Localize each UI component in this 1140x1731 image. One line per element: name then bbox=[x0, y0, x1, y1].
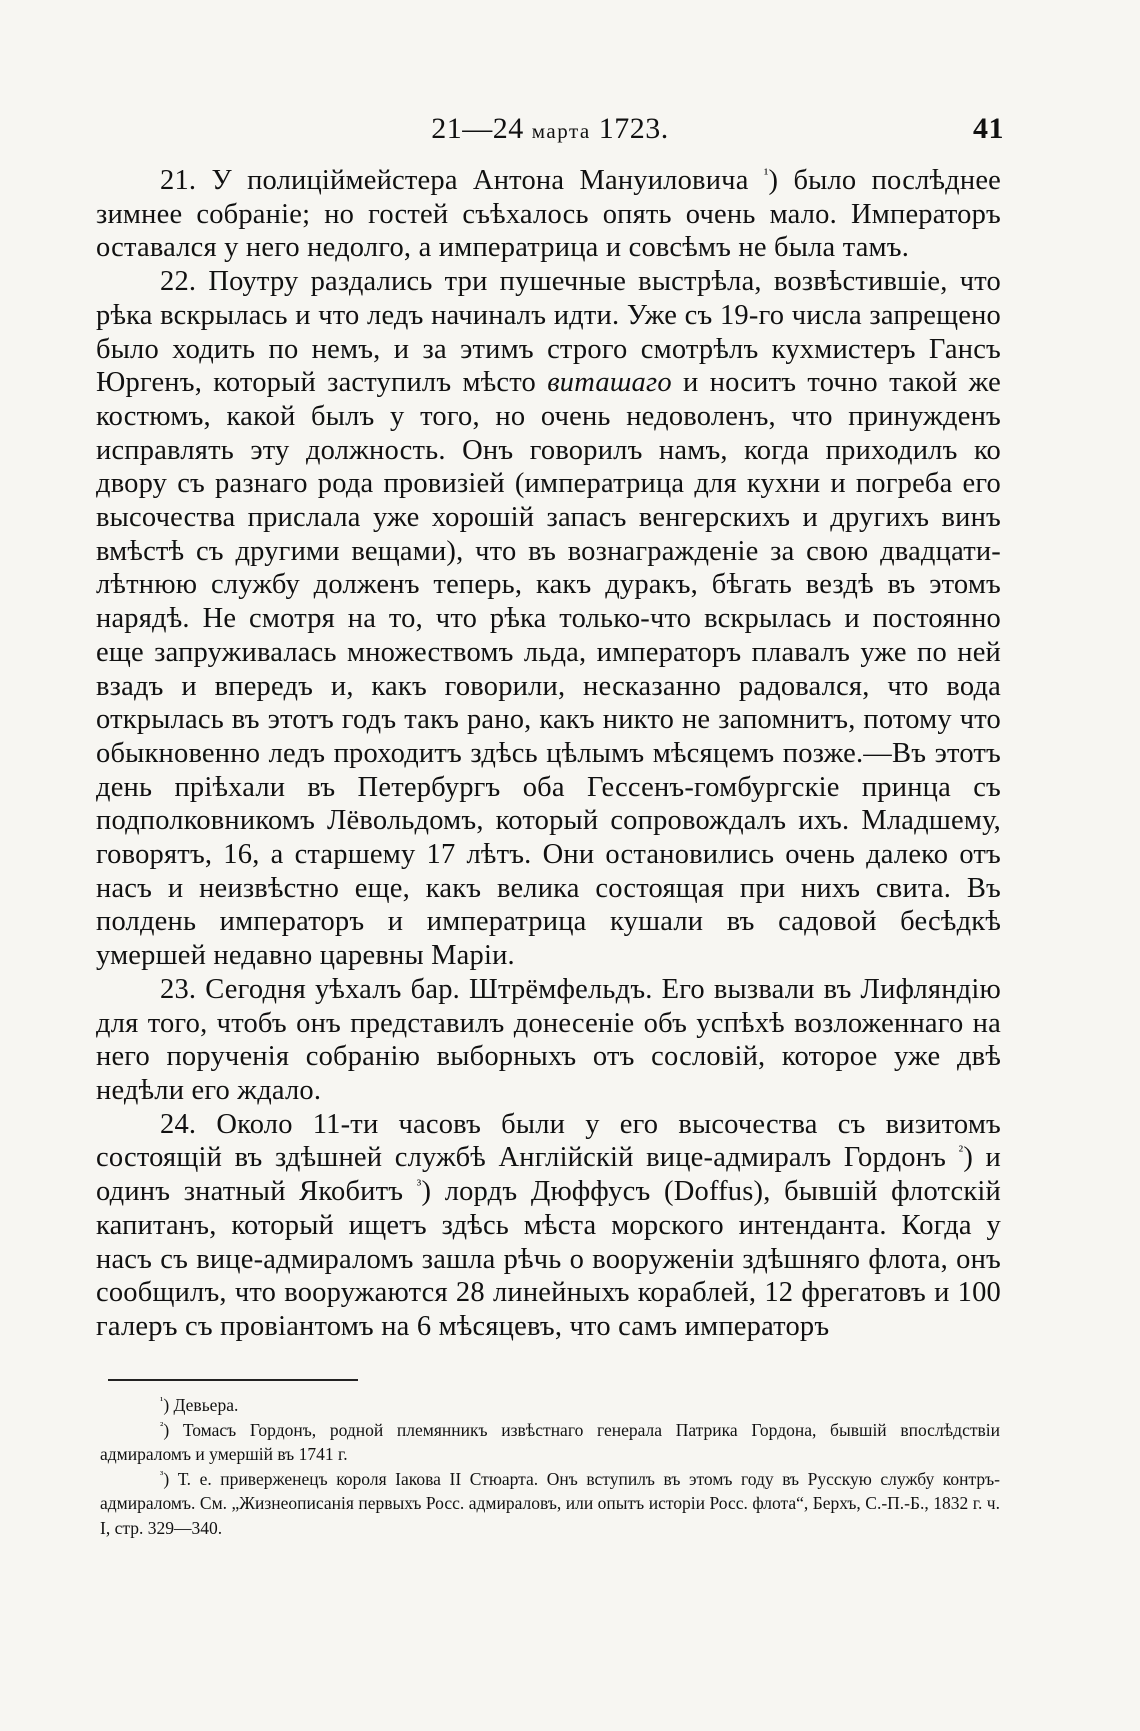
footnote-3-mark: ³ bbox=[160, 1468, 164, 1481]
paragraph-22 bbox=[96, 265, 1001, 973]
paragraph-24-text-a: 24. Около 11-ти часовъ были у его высочества съ визитомъ состоящій въ здѣшней службѣ Англійскій вице-адмиралъ Гордонъ bbox=[96, 1108, 1001, 1174]
paragraph-21-text-b: ) было послѣднее зимнее собраніе; но гостей съѣхалось опять очень мало. Императоръ оставался у него недолго, а императрица и совсѣмъ не была тамъ. bbox=[96, 165, 1002, 264]
paragraph-23: 23. Сегодня уѣхалъ бар. Штрёмфельдъ. Его вызвали въ Лифляндію для того, чтобъ онъ представилъ донесеніе объ успѣхѣ возложеннаго на него порученія собранію выборныхъ отъ сословій, которое уже двѣ недѣли его ждало. bbox=[96, 973, 1001, 1106]
paragraph-21-text-a: 21. У полиціймейстера Антона Мануиловича bbox=[160, 165, 749, 196]
footnotes bbox=[100, 1393, 1000, 1540]
header-year: 1723. bbox=[598, 112, 669, 145]
footnote-1 bbox=[100, 1393, 1000, 1418]
footnote-2-mark: ² bbox=[160, 1419, 164, 1432]
paragraph-24-text-b: ) и одинъ знатный Якобитъ bbox=[96, 1142, 1002, 1208]
paragraph-22-text-b: и носитъ точно такой же костюмъ, какой былъ у того, но очень недоволенъ, что принужденъ исправлять эту должность. Онъ говорилъ намъ, когда приходилъ ко двору съ разнаго рода провизіей (императрица для кухни и погреба его высочества прислала уже хорошій запасъ венгерскихъ и другихъ винъ вмѣстѣ съ другими вещами), что въ вознагражденіе за свою двадцати-лѣтнюю службу долженъ теперь, какъ дуракъ, бѣгать вездѣ въ этомъ нарядѣ. Не смотря на то, что рѣка только-что вскрылась и постоянно еще запруживалась множествомъ льда, императоръ плавалъ уже по ней взадъ и впередъ и, какъ говорили, несказанно радовался, что вода открылась въ этотъ годъ такъ рано, какъ никто не запомнитъ, потому что обыкновенно ледъ проходитъ здѣсь цѣлымъ мѣсяцемъ позже.—Въ этотъ день пріѣхали въ Петербургъ оба Гессенъ-гомбургскіе принца съ подполковникомъ Лёвольдомъ, который сопровождалъ ихъ. Младшему, говорятъ, 16, а старшему 17 лѣтъ. Они остановились очень далеко отъ насъ и неизвѣстно еще, какъ велика состоящая при нихъ свита. Въ полдень императоръ и императрица кушали въ садовой бесѣдкѣ умершей недавно царевны Маріи. bbox=[96, 367, 1002, 972]
footnote-ref-2: ² bbox=[958, 1143, 964, 1160]
paragraph-21 bbox=[96, 164, 1001, 265]
footnote-1-text: ) Девьера. bbox=[163, 1395, 239, 1415]
footnote-1-mark: ¹ bbox=[160, 1395, 164, 1408]
footnote-3 bbox=[100, 1467, 1000, 1541]
footnote-2-text: ) Томасъ Гордонъ, родной племянникъ извѣстнаго генерала Патрика Гордона, бывшій впослѣдствіи адмираломъ и умершій въ 1741 г. bbox=[100, 1419, 1000, 1464]
footnote-3-text: ) Т. е. приверженецъ короля Іакова II Стюарта. Онъ вступилъ въ этомъ году въ Русскую службу контръ-адмираломъ. См. „Жизнеописанія первыхъ Росс. адмираловъ, или опытъ исторіи Росс. флота“, Берхъ, С.-П.-Б., 1832 г. ч. I, стр. 329—340. bbox=[100, 1468, 1000, 1538]
footnote-ref-1: ¹ bbox=[763, 166, 769, 183]
paragraph-22-text-a: 22. Поутру раздались три пушечные выстрѣла, возвѣстившіе, что рѣка вскрылась и что ледъ начиналъ идти. Уже съ 19-го числа запрещено было ходить по немъ, и за этимъ строго смотрѣлъ кухмистеръ Гансъ Юргенъ, который заступилъ мѣсто bbox=[96, 266, 1001, 399]
header-month: марта bbox=[531, 119, 591, 143]
header-date-range: 21—24 bbox=[431, 112, 524, 145]
paragraph-24 bbox=[96, 1108, 1001, 1344]
footnote-ref-3: ³ bbox=[416, 1177, 422, 1194]
paragraph-24-text-c: ) лордъ Дюффусъ (Doffus), бывшій флотскій капитанъ, который ищетъ здѣсь мѣста морского интенданта. Когда у насъ съ вице-адмираломъ зашла рѣчь о вооруженіи здѣшняго флота, онъ сообщилъ, что вооружаются 28 линейныхъ кораблей, 12 фрегатовъ и 100 галеръ съ провіантомъ на 6 мѣсяцевъ, что самъ императоръ bbox=[96, 1176, 1001, 1342]
footnote-divider bbox=[108, 1379, 358, 1381]
footnote-2 bbox=[100, 1418, 1000, 1467]
page-number: 41 bbox=[973, 112, 1004, 145]
main-text bbox=[96, 164, 1001, 1344]
paragraph-22-italic-word: виташаго bbox=[547, 367, 672, 399]
header-title bbox=[96, 112, 1004, 146]
